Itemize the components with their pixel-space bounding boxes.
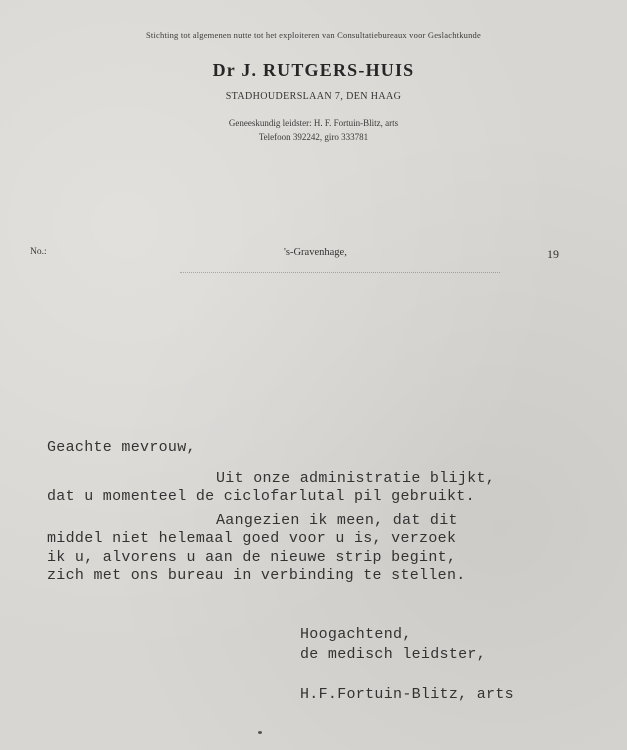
reference-number-label: No.: [30, 247, 47, 257]
year-label: 19 [547, 247, 559, 261]
body-line: middel niet helemaal goed voor u is, verzoek [47, 530, 457, 547]
body-line: zich met ons bureau in verbinding te stellen. [47, 567, 466, 584]
body-line: ik u, alvorens u aan de nieuwe strip begint, [47, 549, 457, 566]
address-line: STADHOUDERSLAAN 7, DEN HAAG [225, 91, 402, 102]
body-line: Uit onze administratie blijkt, [216, 470, 496, 487]
closing: Hoogachtend, [300, 626, 412, 643]
body-line: dat u momenteel de ciclofarlutal pil gebruikt. [47, 488, 475, 505]
director-line: Geneeskundig leidster: H. F. Fortuin-Blitz, arts [228, 118, 399, 128]
body-line: Aangezien ik meen, dat dit [216, 512, 458, 529]
salutation: Geachte mevrouw, [47, 439, 196, 456]
foundation-line: Stichting tot algemenen nutte tot het exploiteren van Consultatiebureaux voor Geslachtkunde [146, 30, 481, 40]
ink-spot [258, 731, 262, 734]
place-label: 's-Gravenhage, [284, 247, 347, 258]
date-dotted-line [180, 272, 500, 274]
phone-line: Telefoon 392242, giro 333781 [258, 132, 369, 142]
doctor-name-heading: Dr J. RUTGERS-HUIS [212, 60, 415, 80]
signature-line: H.F.Fortuin-Blitz, arts [300, 686, 514, 703]
closing-role: de medisch leidster, [300, 646, 487, 663]
